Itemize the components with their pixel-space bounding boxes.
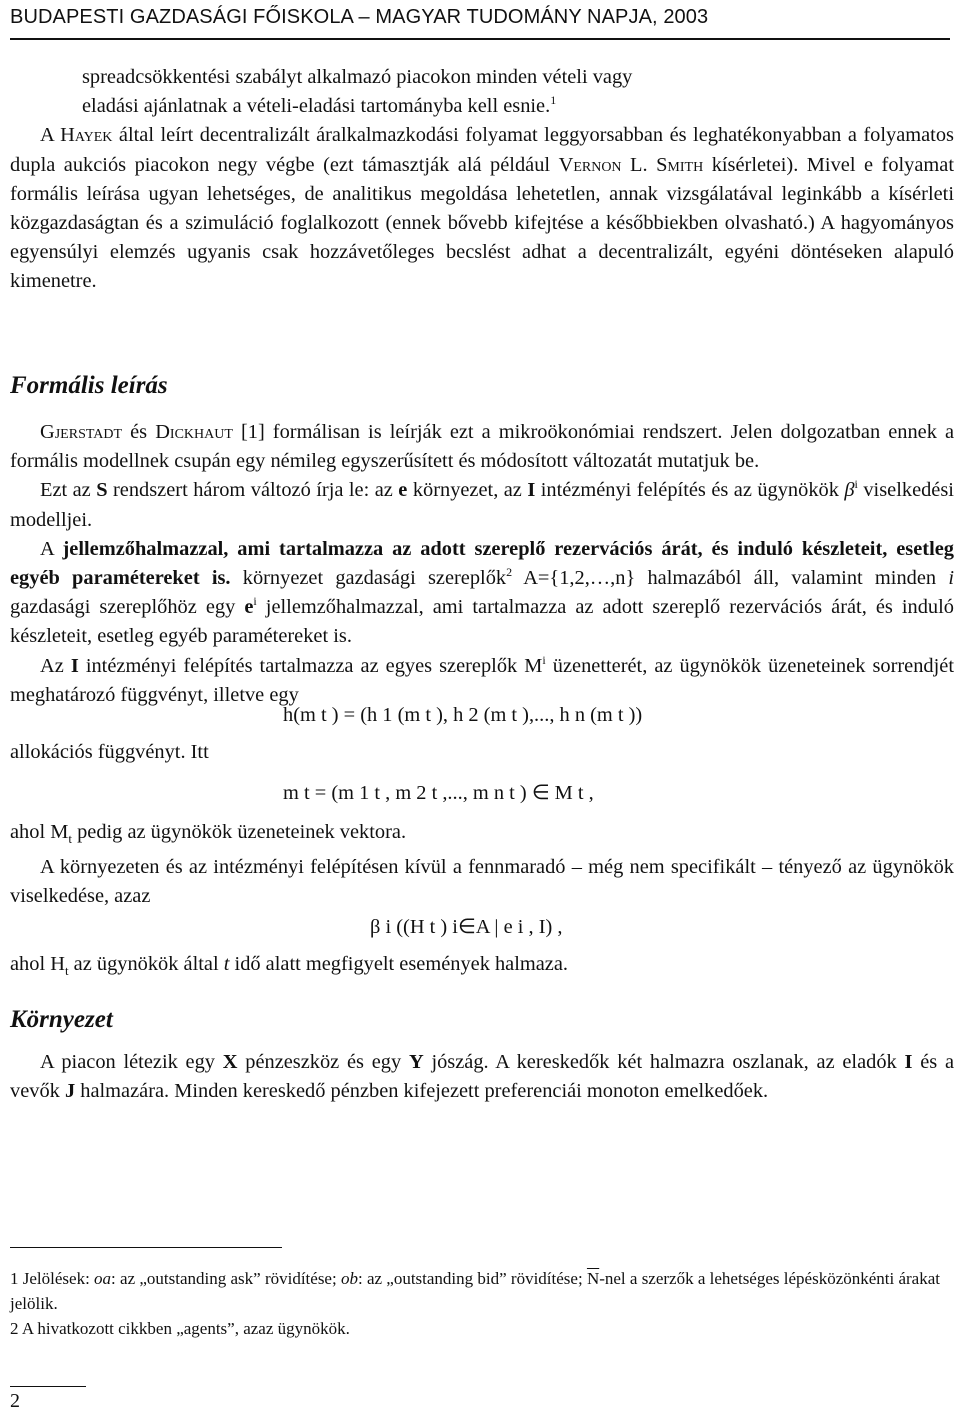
paragraph	[10, 1048, 954, 1106]
text: pedig az ügynökök üzeneteinek vektora.	[77, 821, 407, 843]
paragraph	[10, 418, 954, 476]
symbol: t	[223, 953, 230, 975]
author-name: Vernon L. Smith	[558, 153, 704, 176]
symbol: X	[222, 1051, 238, 1073]
symbol: I	[70, 654, 79, 677]
text: Ezt az	[40, 479, 91, 502]
text: ahol M	[10, 821, 69, 843]
text: jellemzőhalmazzal, ami tartalmazza az adott szereplő rezervációs árát, és induló készleteit, esetleg egyéb paramétereket is.	[10, 596, 954, 648]
text: rendszert három változó írja le: az	[113, 479, 393, 502]
footnote-separator	[10, 1247, 282, 1248]
footnotes	[10, 1266, 954, 1341]
text: A	[40, 124, 54, 147]
formula-behaviour: β i ((H t ) i∈A | e i , I) ,	[370, 916, 563, 938]
text: az ügynökök által	[73, 953, 219, 975]
paragraph	[10, 950, 954, 985]
text: Jelölések:	[22, 1269, 90, 1288]
symbol: S	[96, 479, 108, 502]
text: intézményi felépítés és az ügynökök	[540, 479, 839, 502]
text: : az „outstanding bid” rövidítése;	[357, 1269, 583, 1288]
formal-text-1	[10, 418, 954, 710]
text: Az	[40, 654, 64, 677]
intro-text	[10, 63, 954, 297]
text: spreadcsökkentési szabályt alkalmazó piacokon minden vételi vagy	[82, 66, 633, 88]
footnote	[10, 1316, 954, 1341]
text: gazdasági szereplőhöz egy	[10, 596, 236, 619]
symbol: jellemzőhalmazzal, ami tartalmazza az adott szereplő rezervációs árát, és induló készleteit, esetleg egyéb paramétereket is.	[10, 537, 954, 590]
paragraph: A környezeten és az intézményi felépítésen kívül a fennmaradó – még nem specifikált – tényező az ügynökök viselkedése, azaz	[10, 856, 954, 908]
footnote-number: 1	[10, 1269, 19, 1288]
paragraph	[10, 818, 954, 853]
symbol: oa	[94, 1269, 112, 1288]
text: A={1,2,…,n} halmazából áll, valamint minden	[523, 567, 937, 590]
symbol: i	[948, 567, 954, 590]
superscript: i	[542, 652, 546, 667]
symbol: I	[527, 479, 536, 502]
footnote	[10, 1266, 954, 1316]
text: idő alatt megfigyelt események halmaza.	[234, 953, 569, 975]
text: : az „outstanding ask” rövidítése;	[111, 1269, 337, 1288]
text: halmazára. Minden kereskedő pénzben kifejezett preferenciái monoton emelkedőek.	[80, 1080, 769, 1103]
text: által leírt decentralizált áralkalmazkodási folyamat leggyorsabban és leghatékonyabban a folyamatos dupla aukciós piacokon negy végbe (ezt támasztják alá például	[10, 124, 954, 176]
formal-text-3	[10, 818, 954, 912]
text: és a vevők	[10, 1051, 955, 1103]
text: üzenetterét, az ügynökök üzeneteinek sorrendjét meghatározó függvényt, illetve egy	[10, 654, 955, 706]
paragraph	[10, 652, 954, 710]
text: és	[130, 421, 148, 443]
text: kísérletei). Mivel e folyamat formális leírása ugyan lehetséges, de analitikus megoldása lehetetlen, annak vizsgálatával leginkább a kísérleti közgazdaságtan és a szimuláció foglalkozott (ennek bővebb kifejtése a későbbiekben olvasható.) A hagyományos egyensúlyi elemzés ugyanis csak hozzávetőleges becslést adhat a decentralizált, egyéni döntéseken alapuló kimenetre.	[10, 153, 954, 293]
section-heading: Környezet	[10, 1006, 113, 1033]
paragraph: allokációs függvényt. Itt	[10, 741, 209, 763]
text: [1] formálisan is leírják ezt a mikroökonómiai rendszert. Jelen dolgozatban ennek a formális modellnek csupán egy némileg egyszerűsített és módosított változatát mutatjuk be.	[10, 421, 955, 473]
author-name: Dickhaut	[155, 421, 233, 443]
paragraph	[10, 476, 954, 534]
paragraph	[10, 535, 954, 652]
subscript: t	[64, 963, 69, 979]
superscript: i	[253, 594, 257, 609]
superscript: i	[854, 477, 858, 492]
page-number: 2	[10, 1390, 20, 1412]
author-name: Gjerstadt	[40, 421, 123, 443]
text: környezet, az	[412, 479, 522, 502]
formal-text-2	[10, 738, 954, 767]
symbol: Y	[408, 1051, 424, 1073]
running-header: BUDAPESTI GAZDASÁGI FŐISKOLA – MAGYAR TUDOMÁNY NAPJA, 2003	[10, 6, 709, 28]
text: A hivatkozott cikkben „agents”, azaz ügynökök.	[21, 1319, 350, 1338]
symbol: e	[398, 479, 408, 502]
page-number-rule	[10, 1386, 86, 1387]
symbol: I	[904, 1051, 913, 1073]
symbol: $\overline{N}$	[586, 1269, 600, 1288]
text: jószág. A kereskedők két halmazra oszlanak, az eladók	[431, 1051, 897, 1073]
paragraph	[10, 63, 954, 121]
author-name: Hayek	[60, 124, 113, 147]
text: viselkedési modelljei.	[10, 479, 954, 531]
text: környezet gazdasági szereplők	[242, 567, 507, 590]
text: A piacon létezik egy	[40, 1051, 215, 1073]
symbol: ob	[340, 1269, 358, 1288]
footnote-ref: 2	[506, 565, 513, 580]
header-rule	[10, 38, 950, 40]
text: -nel a szerzők a lehetséges lépésközönkénti árakat jelölik.	[10, 1269, 940, 1313]
environment-text	[10, 1048, 954, 1106]
text: intézményi felépítés tartalmazza az egyes szereplők M	[85, 654, 543, 677]
text: ahol H	[10, 953, 65, 975]
text: A	[40, 537, 54, 560]
paragraph	[10, 121, 954, 296]
formula-messages: m t = (m 1 t , m 2 t ,..., m n t ) ∈ M t ,	[283, 782, 594, 804]
footnote-number: 2	[10, 1319, 19, 1338]
symbol: J	[64, 1080, 76, 1103]
formula-allocation: h(m t ) = (h 1 (m t ), h 2 (m t ),..., h n (m t ))	[283, 704, 643, 726]
text: eladási ajánlatnak a vételi-eladási tartományba kell esnie.	[82, 95, 551, 118]
symbol: β	[844, 479, 855, 502]
subscript: t	[68, 831, 72, 847]
section-heading: Formális leírás	[10, 372, 168, 399]
text: pénzeszköz és egy	[245, 1051, 402, 1073]
footnote-ref: 1	[550, 93, 557, 108]
formal-text-4	[10, 950, 954, 985]
symbol: e	[244, 596, 254, 619]
